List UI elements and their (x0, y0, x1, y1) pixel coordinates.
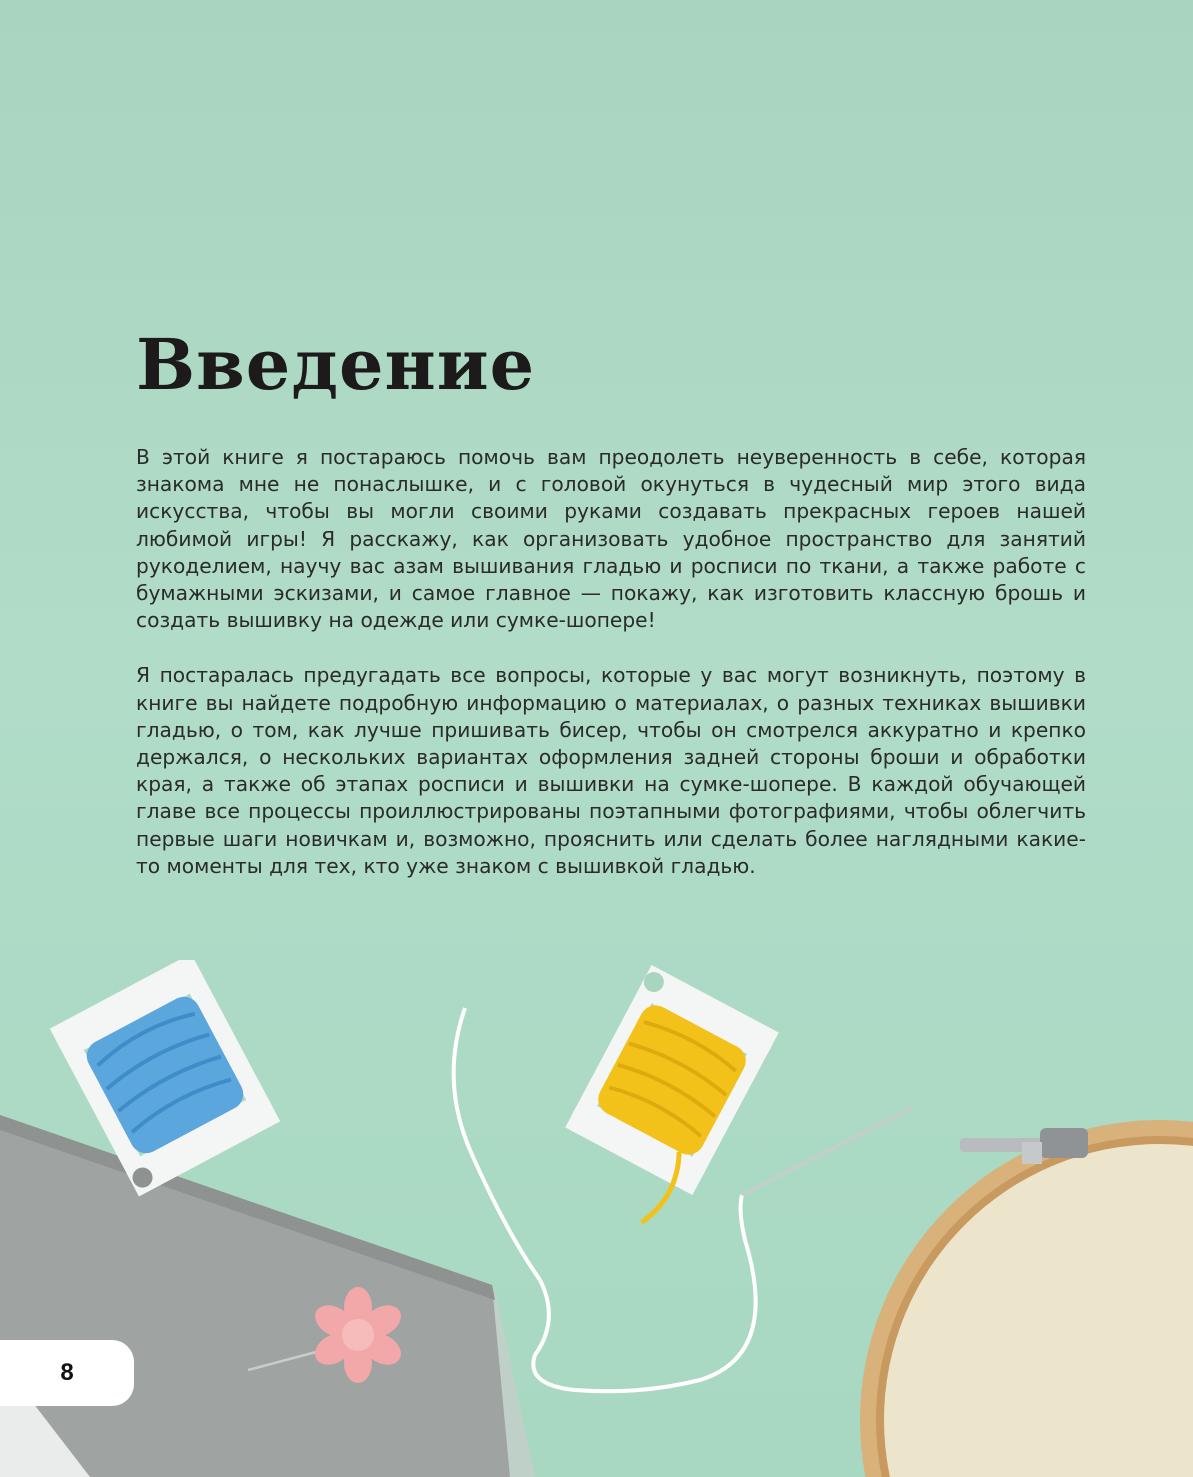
craft-illustration (0, 960, 1193, 1477)
body-text (136, 444, 1086, 908)
page-title: Введение (136, 323, 536, 406)
page-number: 8 (60, 1359, 74, 1386)
page-number-tab (0, 1340, 134, 1406)
gray-fabric-icon (0, 1115, 535, 1477)
embroidery-hoop-icon (860, 1120, 1193, 1477)
paragraph-2: Я постаралась предугадать все вопросы, которые у вас могут возникнуть, поэтому в книге вы найдете подробную информацию о материалах, о разных техниках вышивки гладью, о том, как лучше пришивать бисер, чтобы он смотрелся аккуратно и крепко держался, о нескольких вариантах оформления задней стороны броши и обработки края, а также об этапах росписи и вышивки на сумке-шопере. В каждой обучающей главе все процессы проиллюстрированы поэтапными фотографиями, чтобы облегчить первые шаги новичкам и, возможно, прояснить или сделать более наглядными какие-то моменты для тех, кто уже знаком с вышивкой гладью. (136, 663, 1086, 878)
needle-icon (742, 1108, 912, 1195)
paragraph-1: В этой книге я постараюсь помочь вам преодолеть неуверенность в себе, которая знакома мне не понаслышке, и с головой окунуться в чудесный мир этого вида искусства, чтобы вы могли своими руками создавать прекрасных героев нашей любимой игры! Я расскажу, как организовать удобное пространство для занятий рукоделием, научу вас азам вышивания гладью и росписи по ткани, а также работе с бумажными эскизами, и самое главное — покажу, как изготовить классную брошь и создать вышивку на одежде или сумке-шопере! (136, 445, 1086, 633)
